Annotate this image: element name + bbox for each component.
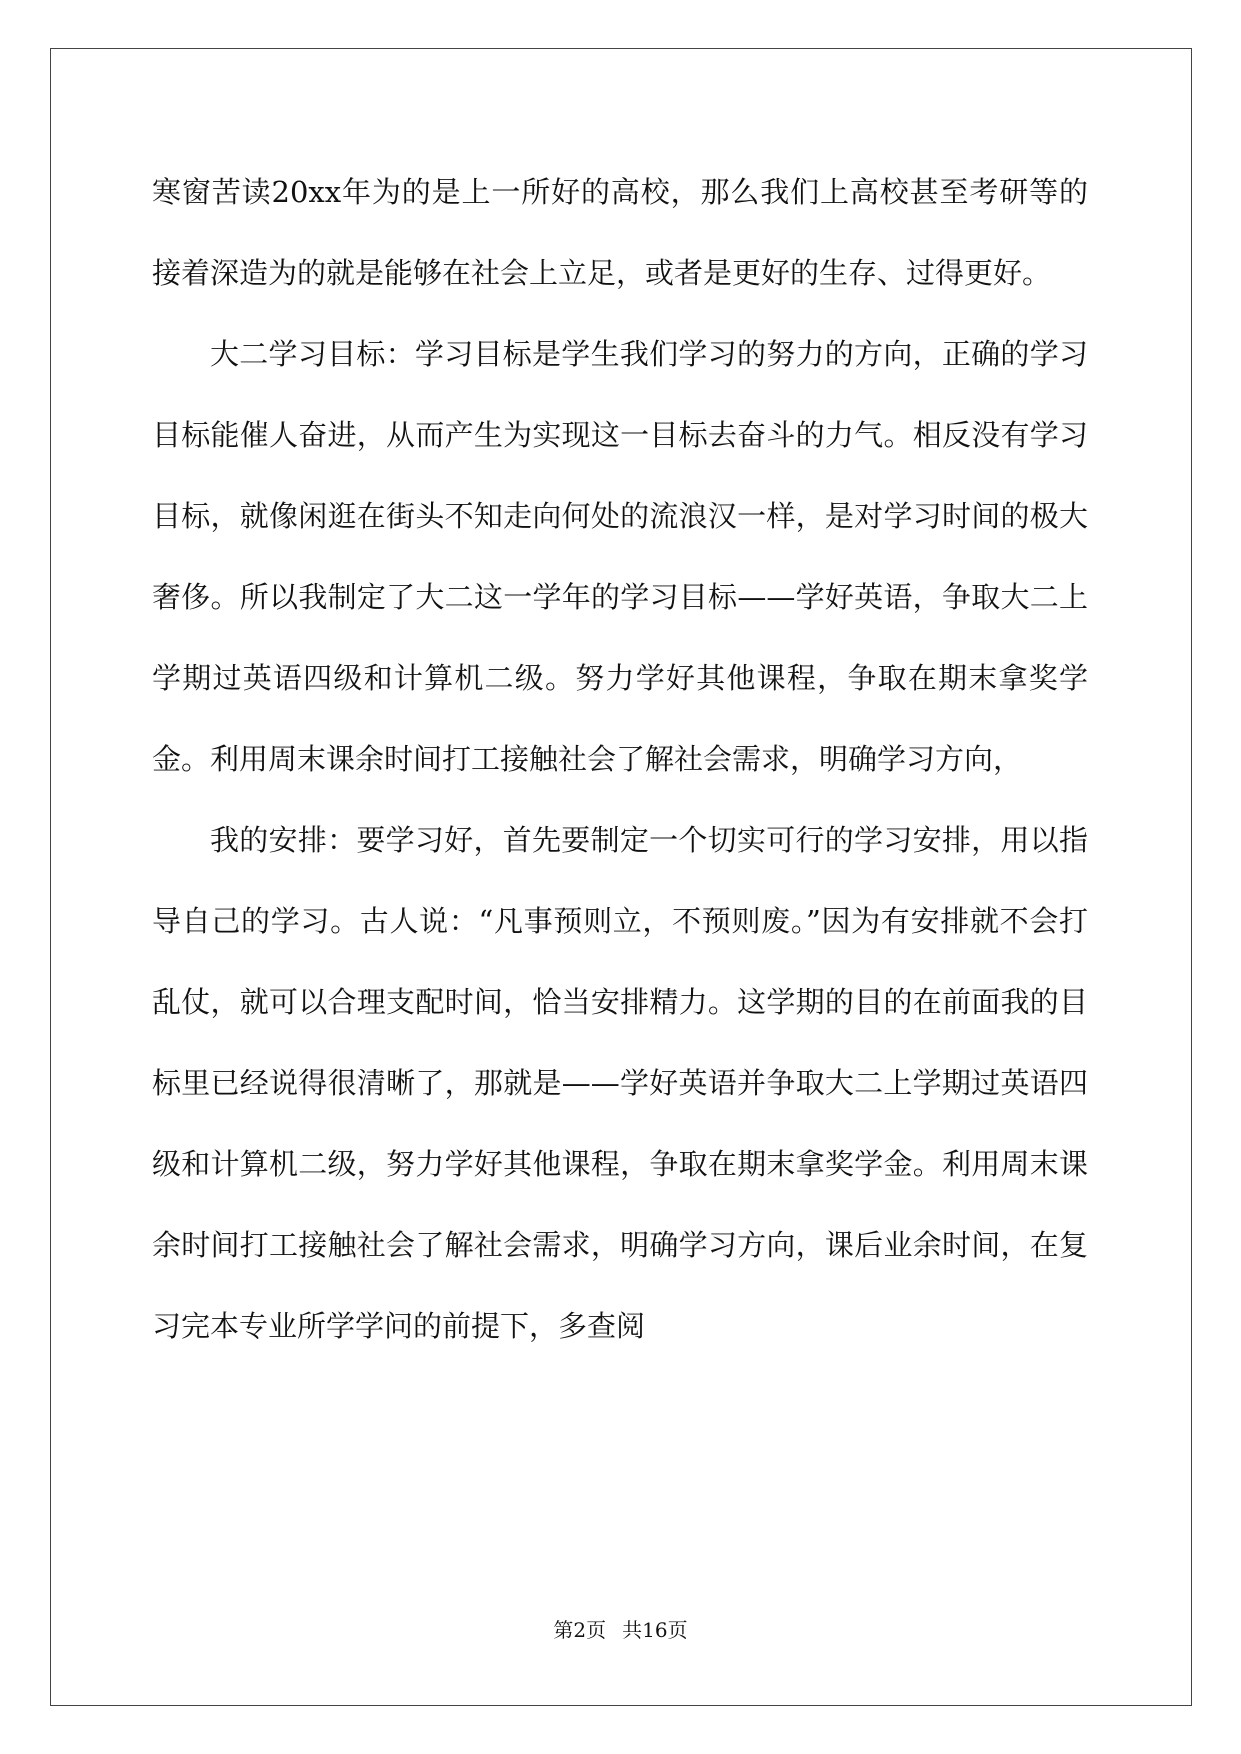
page-total: 共16页 [622,1618,688,1642]
paragraph-1: 寒窗苦读20xx年为的是上一所好的高校，那么我们上高校甚至考研等的接着深造为的就是能够在社会上立足，或者是更好的生存、过得更好。 [152,175,1088,290]
page-footer [0,1614,1241,1643]
page-number: 第2页 [553,1618,607,1642]
paragraph-2: 大二学习目标：学习目标是学生我们学习的努力的方向，正确的学习目标能催人奋进，从而产生为实现这一目标去奋斗的力气。相反没有学习目标，就像闲逛在街头不知走向何处的流浪汉一样，是对学习时间的极大奢侈。所以我制定了大二这一学年的学习目标——学好英语，争取大二上学期过英语四级和计算机二级。努力学好其他课程，争取在期末拿奖学金。利用周末课余时间打工接触社会了解社会需求，明确学习方向， [152,337,1088,776]
document-body [152,152,1088,1367]
paragraph-3: 我的安排：要学习好，首先要制定一个切实可行的学习安排，用以指导自己的学习。古人说：“凡事预则立，不预则废。”因为有安排就不会打乱仗，就可以合理支配时间，恰当安排精力。这学期的目的在前面我的目标里已经说得很清晰了，那就是——学好英语并争取大二上学期过英语四级和计算机二级，努力学好其他课程，争取在期末拿奖学金。利用周末课余时间打工接触社会了解社会需求，明确学习方向，课后业余时间，在复习完本专业所学学问的前提下，多查阅 [152,823,1088,1343]
